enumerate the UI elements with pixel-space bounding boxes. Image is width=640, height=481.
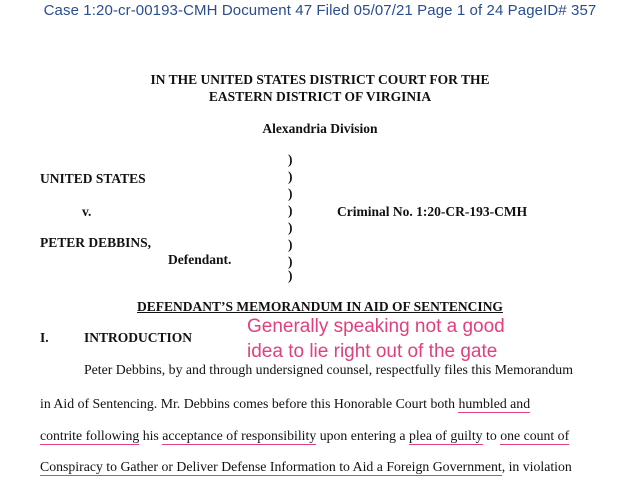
caption-paren: ) [288, 268, 293, 283]
body-text: , in violation [501, 459, 572, 474]
caption-paren: ) [288, 220, 293, 235]
body-text: in Aid of Sentencing. Mr. Debbins comes before this Honorable Court both [40, 396, 459, 411]
annotation-line-2: idea to lie right out of the gate [247, 341, 498, 362]
memorandum-title: DEFENDANT’S MEMORANDUM IN AID OF SENTENCING [137, 299, 503, 314]
defendant-role: Defendant. [168, 252, 232, 267]
highlight-underline: Conspiracy to Gather or Deliver Defense Information to Aid a Foreign Government [40, 459, 502, 474]
highlight-underline: acceptance of responsibility [162, 428, 317, 443]
caption-paren: ) [288, 169, 293, 184]
body-text: to [482, 428, 501, 443]
caption-paren: ) [288, 254, 293, 269]
body-line-3 [40, 428, 569, 444]
body-line-2 [40, 396, 530, 412]
annotation-line-1: Generally speaking not a good [247, 316, 505, 337]
caption-paren: ) [288, 203, 293, 218]
defendant-name: PETER DEBBINS, [40, 235, 152, 250]
section-title: INTRODUCTION [84, 330, 193, 345]
body-text: his [139, 428, 163, 443]
court-name-line-2: EASTERN DISTRICT OF VIRGINIA [208, 89, 432, 104]
plaintiff-name: UNITED STATES [40, 171, 146, 186]
highlight-underline: one count of [500, 428, 570, 443]
caption-paren: ) [288, 237, 293, 252]
court-division: Alexandria Division [262, 121, 378, 136]
body-line-1: Peter Debbins, by and through undersigned counsel, respectfully files this Memorandum [84, 362, 573, 377]
body-line-4 [40, 459, 572, 475]
versus-label: v. [82, 204, 92, 219]
highlight-underline: contrite following [40, 428, 140, 443]
body-text: upon entering a [316, 428, 409, 443]
section-number: I. [40, 330, 49, 345]
highlight-underline: plea of guilty [408, 428, 483, 443]
case-number: Criminal No. 1:20-CR-193-CMH [337, 204, 528, 219]
caption-paren: ) [288, 186, 293, 201]
caption-paren: ) [288, 152, 293, 167]
highlight-underline: humbled and [458, 396, 531, 411]
court-name-line-1: IN THE UNITED STATES DISTRICT COURT FOR THE [150, 72, 490, 87]
ecf-header-stamp: Case 1:20-cr-00193-CMH Document 47 Filed 05/07/21 Page 1 of 24 PageID# 357 [43, 2, 597, 19]
